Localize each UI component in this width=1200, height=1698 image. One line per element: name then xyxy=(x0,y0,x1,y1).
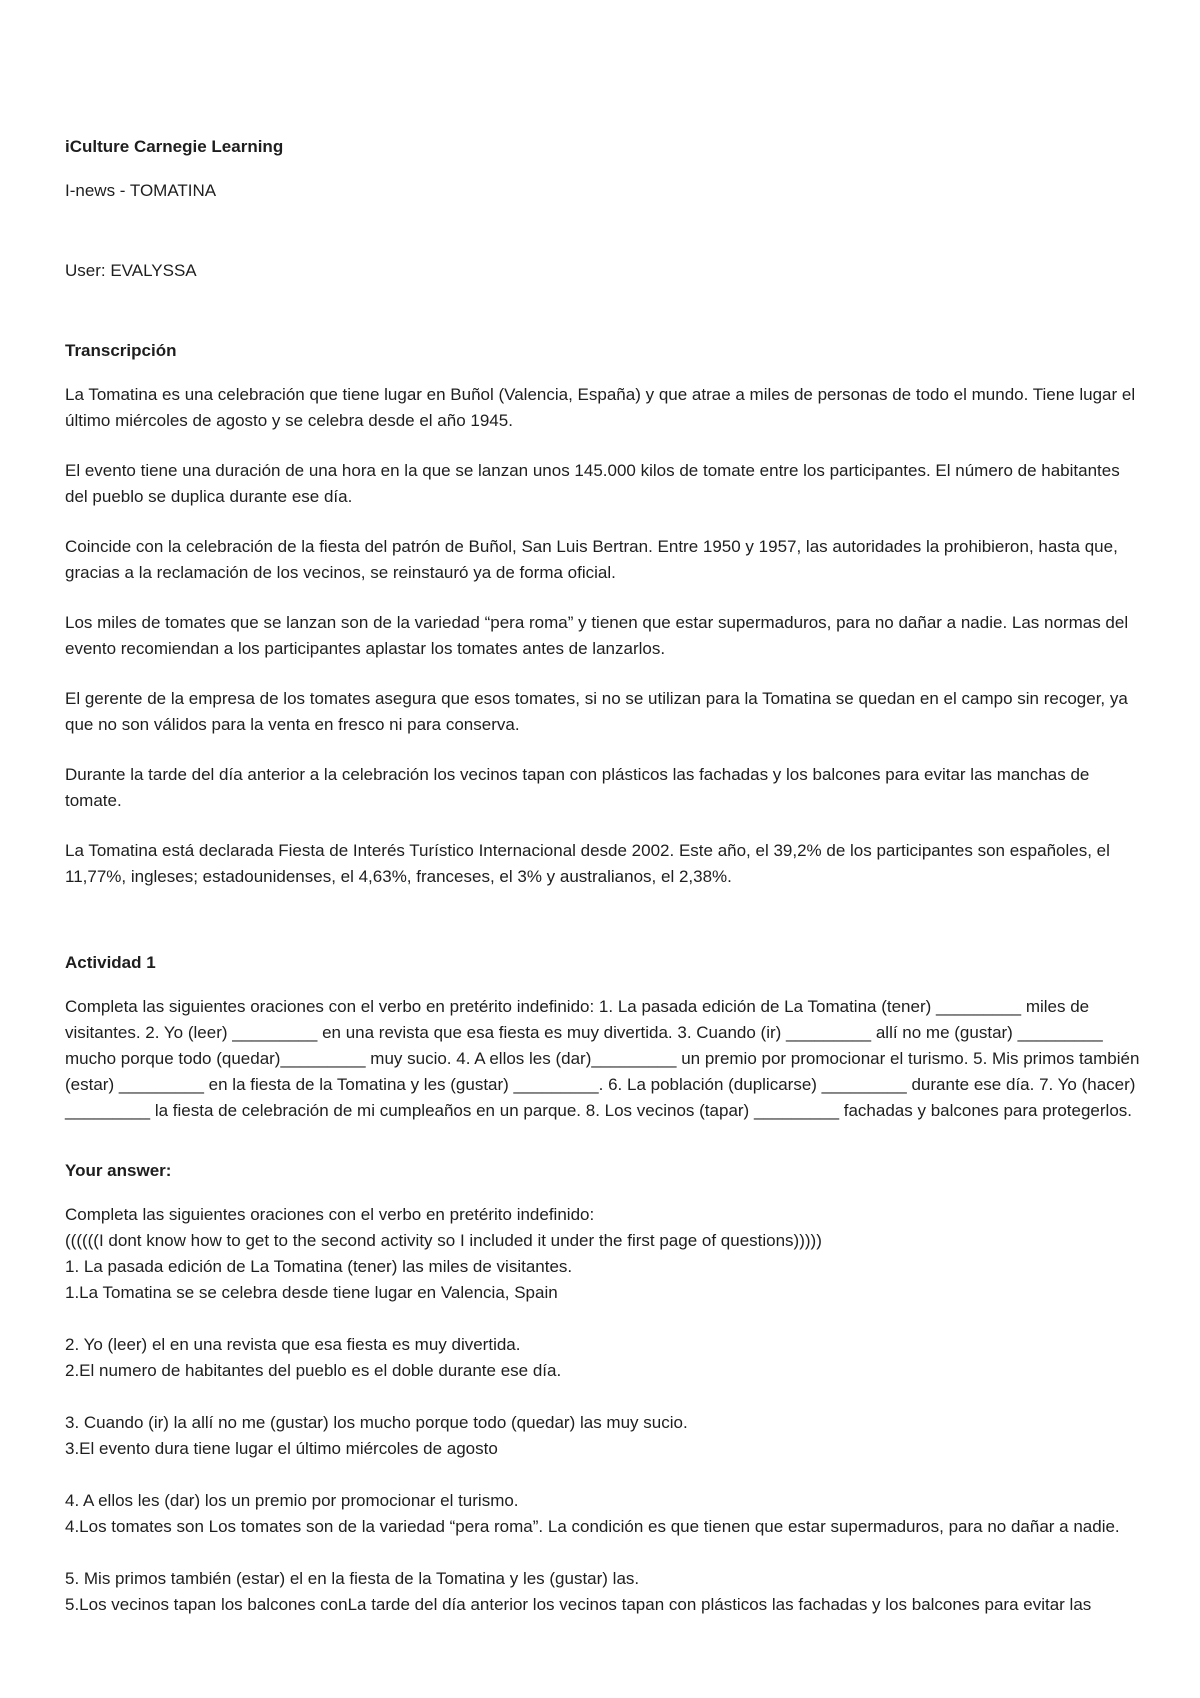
answer-line: 4. A ellos les (dar) los un premio por promocionar el turismo. xyxy=(65,1491,519,1510)
answer-line: 5. Mis primos también (estar) el en la fiesta de la Tomatina y les (gustar) las. xyxy=(65,1569,640,1588)
user-label: User: EVALYSSA xyxy=(65,261,197,280)
answer-line: 1.La Tomatina se se celebra desde tiene lugar en Valencia, Spain xyxy=(65,1283,558,1302)
answer-heading: Your answer: xyxy=(65,1161,172,1180)
activity-section xyxy=(65,950,1145,1124)
answer-line: 1. La pasada edición de La Tomatina (tener) las miles de visitantes. xyxy=(65,1257,573,1276)
transcription-heading: Transcripción xyxy=(65,341,177,360)
answer-line: 4.Los tomates son Los tomates son de la variedad “pera roma”. La condición es que tienen que estar supermaduros, para no dañar a nadie. xyxy=(65,1517,1120,1536)
activity-prompt: Completa las siguientes oraciones con el verbo en pretérito indefinido: 1. La pasada edición de La Tomatina (tener) _________ miles de visitantes. 2. Yo (leer) _________ en una revista que esa fiesta es muy divertida. 3. Cuando (ir) _________ allí no me (gustar) _________ mucho porque todo (quedar)_________ muy sucio. 4. A ellos les (dar)_________ un premio por promocionar el turismo. 5. Mis primos también (estar) _________ en la fiesta de la Tomatina y les (gustar) _________. 6. La población (duplicarse) _________ durante ese día. 7. Yo (hacer) _________ la fiesta de celebración de mi cumpleaños en un parque. 8. Los vecinos (tapar) _________ fachadas y balcones para protegerlos. xyxy=(65,997,1140,1120)
org-title: iCulture Carnegie Learning xyxy=(65,137,284,156)
answer-line: 5.Los vecinos tapan los balcones conLa tarde del día anterior los vecinos tapan con plásticos las fachadas y los balcones para evitar las xyxy=(65,1595,1092,1614)
transcription-paragraph: El gerente de la empresa de los tomates asegura que esos tomates, si no se utilizan para la Tomatina se quedan en el campo sin recoger, ya que no son válidos para la venta en fresco ni para conserva. xyxy=(65,689,1128,734)
answer-intro: Completa las siguientes oraciones con el verbo en pretérito indefinido: xyxy=(65,1205,595,1224)
activity-heading: Actividad 1 xyxy=(65,953,156,972)
transcription-paragraph: La Tomatina es una celebración que tiene lugar en Buñol (Valencia, España) y que atrae a miles de personas de todo el mundo. Tiene lugar el último miércoles de agosto y se celebra desde el año 1945. xyxy=(65,385,1136,430)
transcription-paragraph: Coincide con la celebración de la fiesta del patrón de Buñol, San Luis Bertran. Entre 1950 y 1957, las autoridades la prohibieron, hasta que, gracias a la reclamación de los vecinos, se reinstauró ya de forma oficial. xyxy=(65,537,1118,582)
transcription-paragraph: La Tomatina está declarada Fiesta de Interés Turístico Internacional desde 2002. Este año, el 39,2% de los participantes son españoles, el 11,77%, ingleses; estadounidenses, el 4,63%, franceses, el 3% y australianos, el 2,38%. xyxy=(65,841,1110,886)
lesson-title: I-news - TOMATINA xyxy=(65,181,217,200)
transcription-paragraph: Durante la tarde del día anterior a la celebración los vecinos tapan con plásticos las fachadas y los balcones para evitar las manchas de tomate. xyxy=(65,765,1090,810)
answer-note: ((((((I dont know how to get to the second activity so I included it under the first page of questions))))) xyxy=(65,1231,822,1250)
answer-line: 2.El numero de habitantes del pueblo es el doble durante ese día. xyxy=(65,1361,562,1380)
transcription-paragraph: Los miles de tomates que se lanzan son de la variedad “pera roma” y tienen que estar supermaduros, para no dañar a nadie. Las normas del evento recomiendan a los participantes aplastar los tomates antes de lanzarlos. xyxy=(65,613,1129,658)
answer-line: 3. Cuando (ir) la allí no me (gustar) los mucho porque todo (quedar) las muy sucio. xyxy=(65,1413,688,1432)
transcription-section xyxy=(65,338,1145,890)
transcription-paragraph: El evento tiene una duración de una hora en la que se lanzan unos 145.000 kilos de tomate entre los participantes. El número de habitantes del pueblo se duplica durante ese día. xyxy=(65,461,1120,506)
document-page xyxy=(65,134,1145,1618)
answer-line: 2. Yo (leer) el en una revista que esa fiesta es muy divertida. xyxy=(65,1335,521,1354)
answer-line: 3.El evento dura tiene lugar el último miércoles de agosto xyxy=(65,1439,498,1458)
answer-section xyxy=(65,1158,1145,1618)
